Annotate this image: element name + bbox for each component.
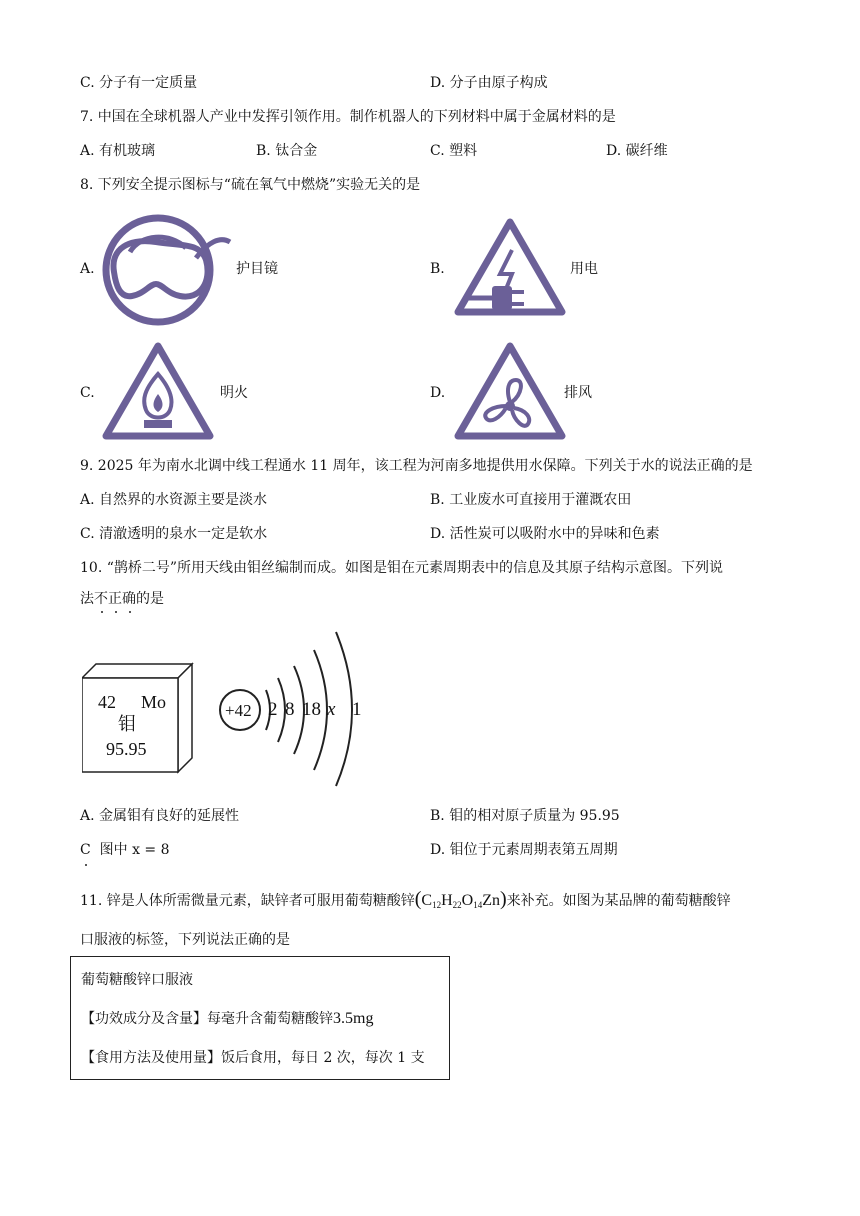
q8-option-c-label: 明火 [220,385,248,401]
shell-electrons-3: 18 [302,699,321,720]
shell-electrons-1: 2 [268,699,278,720]
q10-option-a: A. 金属钼有良好的延展性 [80,808,240,824]
product-label-line2: 【食用方法及使用量】饭后食用，每日 2 次，每次 1 支 [81,1050,425,1066]
q10-stem-line1: 10. “鹊桥二号”所用天线由钼丝编制而成。如图是钼在元素周期表中的信息及其原子结构示意图。下列说 [80,560,724,576]
q8-option-a-label: 护目镜 [236,261,278,277]
q7-option-b: B. 钛合金 [256,143,318,159]
element-atomic-number: 42 [98,692,116,712]
emphasis-char: 确 [122,591,136,607]
q10-stem-line2 [80,590,164,608]
q10-stem-prefix: 法 [80,591,94,607]
open-flame-icon [100,340,216,444]
q10-option-c-letter: C [80,842,91,858]
element-name: 钼 [118,714,136,735]
exhaust-fan-icon [452,340,568,444]
q7-option-a: A. 有机玻璃 [80,143,156,159]
goggles-icon [100,212,234,328]
q6-option-c: C. 分子有一定质量 [80,75,198,91]
q9-stem: 9. 2025 年为南水北调中线工程通水 11 周年，该工程为河南多地提供用水保障。下列关于水的说法正确的是 [80,458,753,474]
atom-nucleus-charge: +42 [225,701,252,720]
product-label-title: 葡萄糖酸锌口服液 [81,972,193,988]
q9-option-c: C. 清澈透明的泉水一定是软水 [80,526,268,542]
q7-stem: 7. 中国在全球机器人产业中发挥引领作用。制作机器人的下列材料中属于金属材料的是 [80,109,616,125]
shell-electrons-5: 1 [352,699,362,720]
shell-electrons-2: 8 [285,699,295,720]
product-label-box [70,956,450,1080]
q11-stem-line2: 口服液的标签，下列说法正确的是 [80,932,290,948]
element-atomic-mass: 95.95 [106,739,147,759]
shell-electrons-4: x [327,699,336,720]
q9-option-d: D. 活性炭可以吸附水中的异味和色素 [430,526,660,542]
q7-option-c: C. 塑料 [430,143,478,159]
q8-option-d-letter: D. [430,385,446,401]
electricity-plug-icon [452,216,568,320]
element-symbol: Mo [141,692,167,712]
q8-option-d-label: 排风 [564,385,592,401]
q8-stem: 8. 下列安全提示图标与“硫在氧气中燃烧”实验无关的是 [80,177,421,193]
q9-option-b: B. 工业废水可直接用于灌溉农田 [430,492,632,508]
q11-stem-line1 [80,890,731,914]
q10-option-b: B. 钼的相对原子质量为 95.95 [430,808,620,824]
q8-option-b-letter: B. [430,261,445,277]
product-label-line1: 【功效成分及含量】每毫升含葡萄糖酸锌3.5mg [81,1010,374,1027]
q10-option-c-text: 图中 x = 8 [99,842,170,858]
emphasis-char: 不 [94,591,108,607]
q11-stem-suffix: 来补充。如图为某品牌的葡萄糖酸锌 [506,893,731,909]
zinc-gluconate-formula: $(C_{12}H_{22}O_{14}Zn)$ [414,888,507,910]
q7-option-d: D. 碳纤维 [606,143,668,159]
q9-option-a: A. 自然界的水资源主要是淡水 [80,492,268,508]
q8-option-a-letter: A. [80,261,95,277]
q6-option-d: D. 分子由原子构成 [430,75,548,91]
q8-option-b-label: 用电 [570,261,598,277]
q10-stem-suffix: 的是 [136,591,164,607]
q10-option-c [80,841,170,859]
emphasis-char: 正 [108,591,122,607]
q8-option-c-letter: C. [80,385,95,401]
q10-option-d: D. 钼位于元素周期表第五周期 [430,842,618,858]
q11-stem-prefix: 11. 锌是人体所需微量元素，缺锌者可服用葡萄糖酸锌 [80,893,415,909]
